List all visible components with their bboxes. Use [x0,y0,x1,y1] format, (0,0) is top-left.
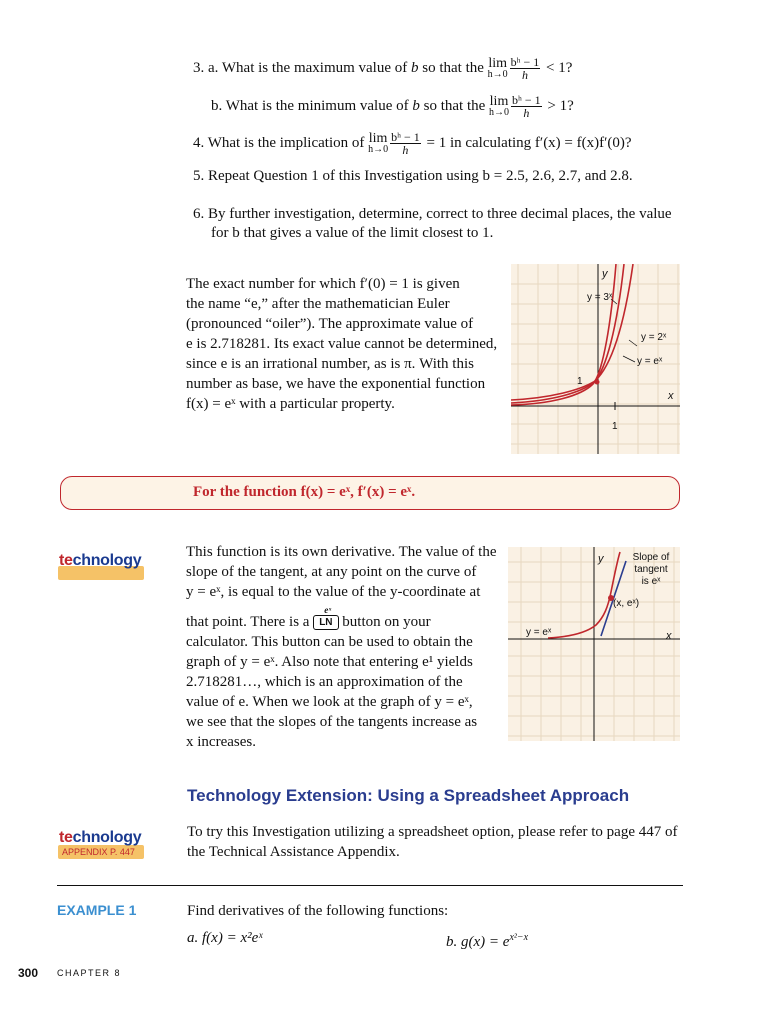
example-intro: Find derivatives of the following functions: [187,903,449,919]
fraction: $\frac{\text{bʰ − 1}}{h}$ [510,55,540,82]
tangent-graph: y x y = eˣ (x, eˣ) Slope of tangent is eˣ [508,547,680,741]
point-label: (x, eˣ) [613,598,640,609]
page-number: 300 [18,966,39,980]
appendix-link[interactable]: APPENDIX P. 447 [62,847,135,857]
fraction: $\frac{\text{bʰ − 1}}{h}$ [512,93,541,120]
example-part-b: b. $g(x) = e^{x^2-x}$ [446,932,529,950]
fraction: $\frac{\text{bʰ − 1}}{h}$ [391,130,420,157]
extension-heading: Technology Extension: Using a Spreadsheet Approach [187,786,630,805]
technology-logo: technology [59,829,142,846]
section-divider [57,885,683,886]
label-ex: y = eˣ [637,356,663,367]
chapter-label: CHAPTER 8 [57,968,122,978]
limit-notation: lim h→0 [489,93,510,118]
curve-ex [511,264,624,403]
limit-notation: lim h→0 [368,130,389,155]
ln-calculator-button: eˣ LN [313,615,338,630]
example-part-a: a. f(x) = x²eˣ [187,930,263,946]
example-label: EXAMPLE 1 [57,902,137,918]
limit-notation: lim h→0 [487,55,508,80]
intercept-point [595,380,600,385]
exponential-graph: y x y = 3ˣ y = 2ˣ y = eˣ 1 1 [511,264,680,454]
derivative-paragraph: This function is its own derivative. The value of the slope of the tangent, at any point on the curve of y = eˣ, is equal to the value of the y-coordinate at that point. There is a eˣ LN button on your calculator. This button can be used to obtain the graph of y = eˣ. Also note that entering e¹ yields 2.718281…, which is an approximation of the value of e. When we look at the graph of y = eˣ, we see that the slopes of the tangents increase as x increases. [186,544,497,750]
curve-label: y = eˣ [526,627,552,638]
question-6-line1: 6. By further investigation, determine, correct to three decimal places, the value [193,206,672,222]
question-3b: b. What is the minimum value of b so that the lim h→0 $\frac{\text{bʰ − 1}}{h}$ > 1? [211,93,574,120]
callout-box: For the function f(x) = eˣ, f′(x) = eˣ. [60,476,680,510]
question-5: 5. Repeat Question 1 of this Investigation using b = 2.5, 2.6, 2.7, and 2.8. [193,168,633,184]
technology-logo: technology [59,552,142,569]
label-3x: y = 3ˣ [587,292,613,303]
question-6-line2: for b that gives a value of the limit closest to 1. [211,225,494,241]
label-2x: y = 2ˣ [641,332,667,343]
curve-ex [548,552,620,638]
question-4: 4. What is the implication of lim h→0 $\frac{\text{bʰ − 1}}{h}$ = 1 in calculating f′(x) = f(x)f′(0)? [193,130,632,157]
question-3a: 3. a. What is the maximum value of b so that the lim h→0 $\frac{\text{bʰ − 1}}{h}$ < 1? [193,55,573,82]
slope-annotation: Slope of tangent is eˣ [632,552,670,587]
euler-paragraph: The exact number for which f′(0) = 1 is given the name “e,” after the mathematician Euler (pronounced “oiler”). The approximate value of e is 2.718281. Its exact value cannot be determined, since e is an irrational number, as is π. With this number as base, we have the exponential function f(x) = eˣ with a particular property. [186,276,498,412]
extension-paragraph: To try this Investigation utilizing a spreadsheet option, please refer to page 447 of the Technical Assistance Appendix. [187,824,678,860]
